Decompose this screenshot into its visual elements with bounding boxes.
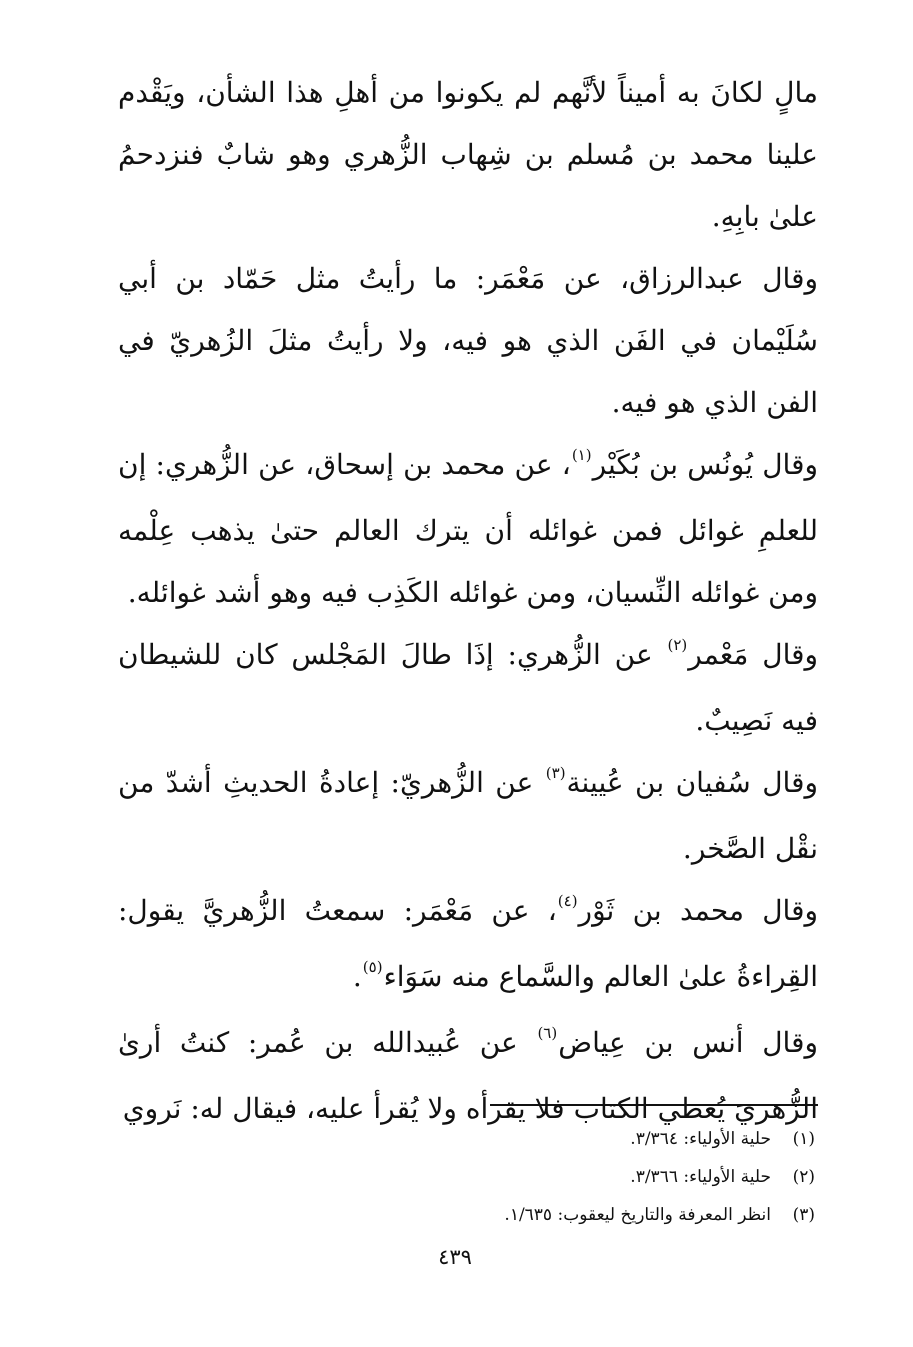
footnote-reference: (٢) [667, 636, 688, 654]
paragraph-text: عن الزُّهري: إذَا طالَ المَجْلس كان للشيطان فيه نَصِيبٌ. [118, 638, 818, 737]
footnote-text: انظر المعرفة والتاريخ ليعقوب: ١/٦٣٥. [504, 1205, 771, 1225]
footnote-number: (٣) [792, 1205, 815, 1225]
paragraph [118, 248, 818, 434]
footnote [300, 1120, 815, 1158]
footnote-reference: (٦) [537, 1024, 558, 1042]
footnote [300, 1196, 815, 1234]
footnote-text: حلية الأولياء: ٣/٣٦٦. [630, 1167, 771, 1187]
main-text [118, 62, 818, 1140]
footnote-text: حلية الأولياء: ٣/٣٦٤. [630, 1129, 771, 1149]
footnote-reference: (١) [571, 446, 592, 464]
page-number: ٤٣٩ [438, 1245, 472, 1269]
paragraph-text: ، عن محمد بن إسحاق، عن الزُّهري: إن للعلمِ غوائل فمن غوائله أن يترك العالم حتىٰ يذهب عِلْمه ومن غوائله النِّسيان، ومن غوائله الكَذِب فيه وهو أشد غوائله. [118, 448, 818, 609]
paragraph [118, 880, 818, 1012]
footnote-reference: (٥) [362, 958, 383, 976]
footnote-reference: (٣) [545, 764, 566, 782]
paragraph [118, 624, 818, 752]
paragraph-text: ، عن مَعْمَر: سمعتُ الزُّهريَّ يقول: القِراءةُ علىٰ العالم والسَّماع منه سَوَاء [118, 894, 818, 993]
footnote-reference: (٤) [557, 892, 578, 910]
paragraph [118, 434, 818, 624]
paragraph-text: وقال مَعْمر [688, 638, 819, 671]
footnotes [300, 1120, 815, 1234]
footnote-number: (١) [792, 1129, 815, 1149]
paragraph-text: وقال يُونُس بن بُكَيْر [592, 448, 818, 481]
footnote [300, 1158, 815, 1196]
paragraph-text: وقال أنس بن عِياض [558, 1026, 818, 1059]
paragraph-text: مالٍ لكانَ به أميناً لأنَّهم لم يكونوا من أهلِ هذا الشأن، ويَقْدم علينا محمد بن مُسلم بن شِهاب الزُّهري وهو شابٌ فنزدحمُ علىٰ بابِهِ. [118, 76, 818, 233]
paragraph-text: عن عُبيدالله بن عُمر: كنتُ أرىٰ الزُّهريَ يُعطي الكتاب فلا يقرأه ولا يُقرأ عليه، فيقال له: نَروي [118, 1026, 818, 1125]
paragraph-text: وقال سُفيان بن عُيينة [566, 766, 818, 799]
footnote-number: (٢) [792, 1167, 815, 1187]
paragraph-text: . [352, 960, 362, 993]
footnote-separator [490, 1104, 818, 1106]
paragraph-text: عن الزُّهريّ: إعادةُ الحديثِ أشدّ من نقْل الصَّخر. [118, 766, 818, 865]
paragraph-text: وقال عبدالرزاق، عن مَعْمَر: ما رأيتُ مثل حَمّاد بن أبي سُلَيْمان في الفَن الذي هو فيه، ولا رأيتُ مثلَ الزُهريّ في الفن الذي هو فيه. [118, 262, 818, 419]
paragraph [118, 752, 818, 880]
paragraph-text: وقال محمد بن ثَوْر [578, 894, 818, 927]
paragraph [118, 62, 818, 248]
